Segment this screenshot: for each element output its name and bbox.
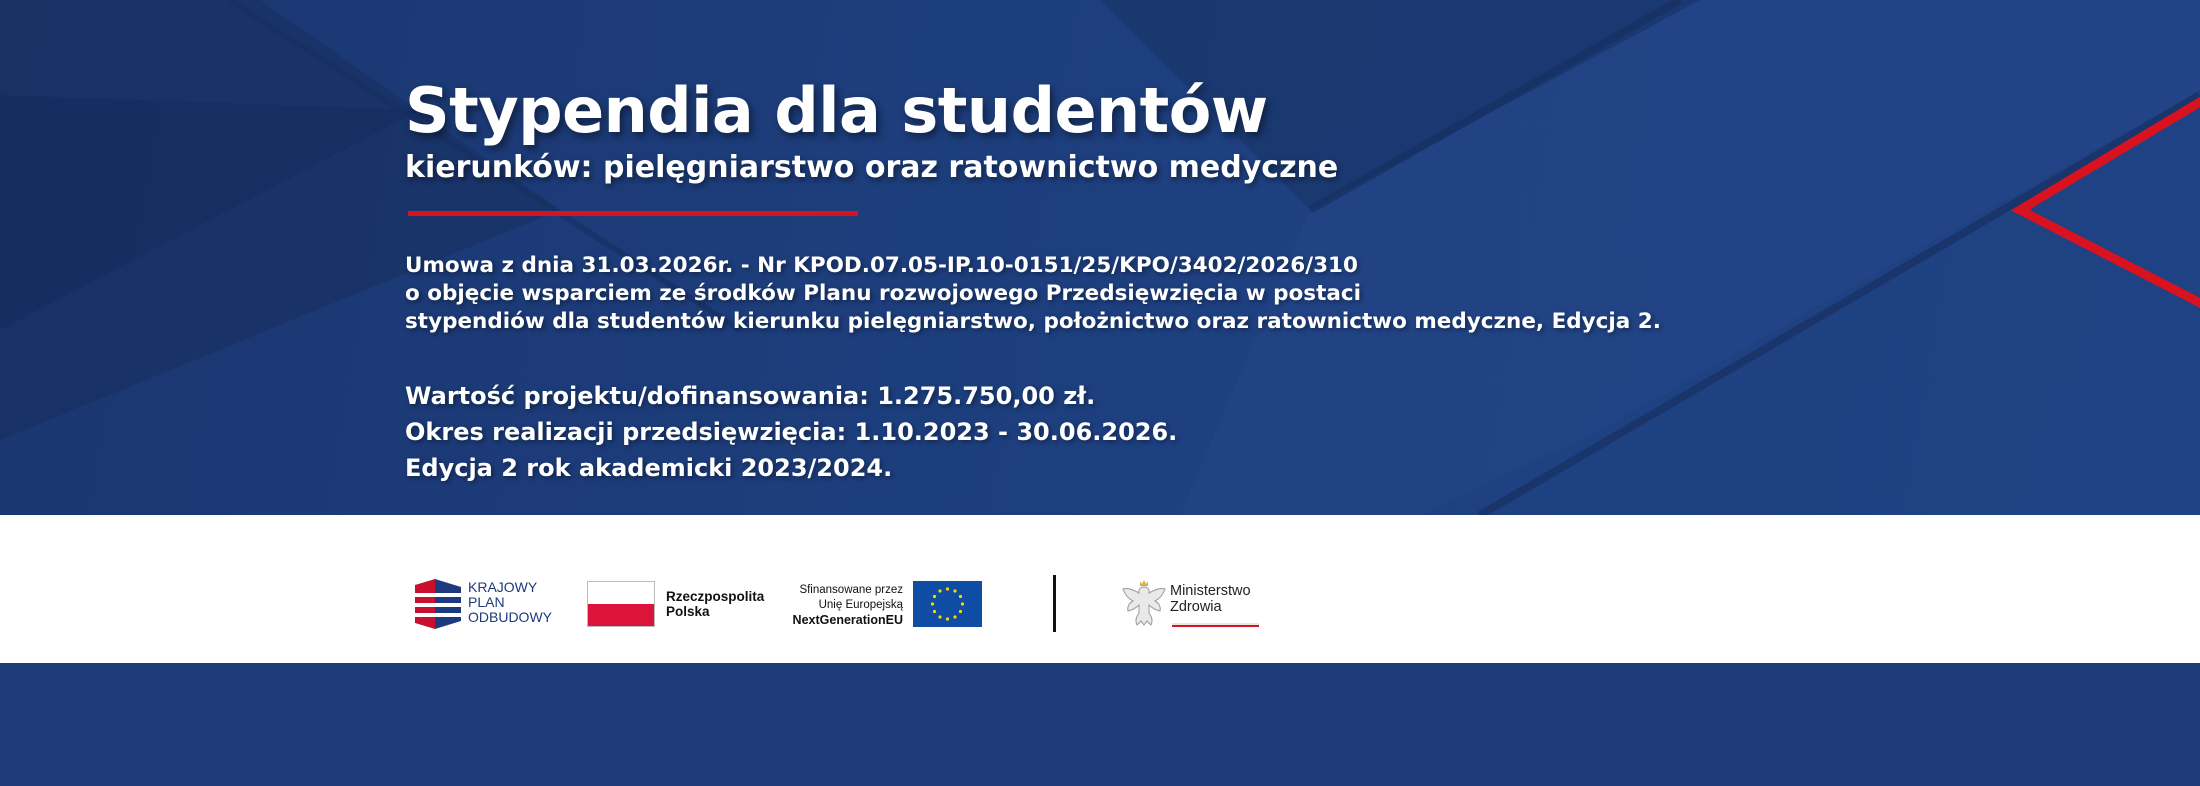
white-eagle-icon <box>1121 577 1167 627</box>
mz-logo-line: Zdrowia <box>1170 599 1222 615</box>
contract-info <box>405 252 1661 336</box>
project-facts <box>405 378 1177 486</box>
page-title: Stypendia dla studentów <box>405 74 1268 147</box>
eu-logo-line: Sfinansowane przez <box>799 584 903 596</box>
title-underline <box>408 211 858 216</box>
eu-flag-icon <box>913 581 982 627</box>
eu-logo-text <box>770 583 903 628</box>
mz-flag-rule <box>1172 623 1259 627</box>
contract-line: stypendiów dla studentów kierunku pielęgniarstwo, położnictwo oraz ratownictwo medyczne, Edycja 2. <box>405 309 1661 334</box>
rp-logo-line: Rzeczpospolita <box>666 589 765 604</box>
sponsor-logos-band <box>0 515 2200 663</box>
contract-line: o objęcie wsparciem ze środków Planu rozwojowego Przedsięwzięcia w postaci <box>405 281 1361 306</box>
page-subtitle: kierunków: pielęgniarstwo oraz ratownictwo medyczne <box>405 150 1339 185</box>
logo-divider <box>1053 575 1056 632</box>
rp-logo-text <box>666 589 764 619</box>
kpo-logo-line: PLAN <box>468 594 505 610</box>
footer-band <box>0 663 2200 786</box>
polish-flag-icon <box>587 581 655 627</box>
contract-line: Umowa z dnia 31.03.2026r. - Nr KPOD.07.05-IP.10-0151/25/KPO/3402/2026/310 <box>405 253 1358 278</box>
kpo-emblem-icon <box>415 579 461 629</box>
eu-logo-line: NextGenerationEU <box>792 613 903 627</box>
kpo-logo-text <box>468 580 552 625</box>
kpo-logo-line: KRAJOWY <box>468 579 538 595</box>
eu-logo-line: Unię Europejską <box>818 599 903 611</box>
mz-logo-text <box>1170 583 1251 615</box>
project-edition: Edycja 2 rok akademicki 2023/2024. <box>405 454 893 482</box>
mz-logo-line: Ministerstwo <box>1170 583 1251 599</box>
project-period: Okres realizacji przedsięwzięcia: 1.10.2023 - 30.06.2026. <box>405 418 1178 446</box>
project-value: Wartość projektu/dofinansowania: 1.275.750,00 zł. <box>405 382 1096 410</box>
kpo-logo-line: ODBUDOWY <box>468 609 552 625</box>
rp-logo-line: Polska <box>666 604 710 619</box>
